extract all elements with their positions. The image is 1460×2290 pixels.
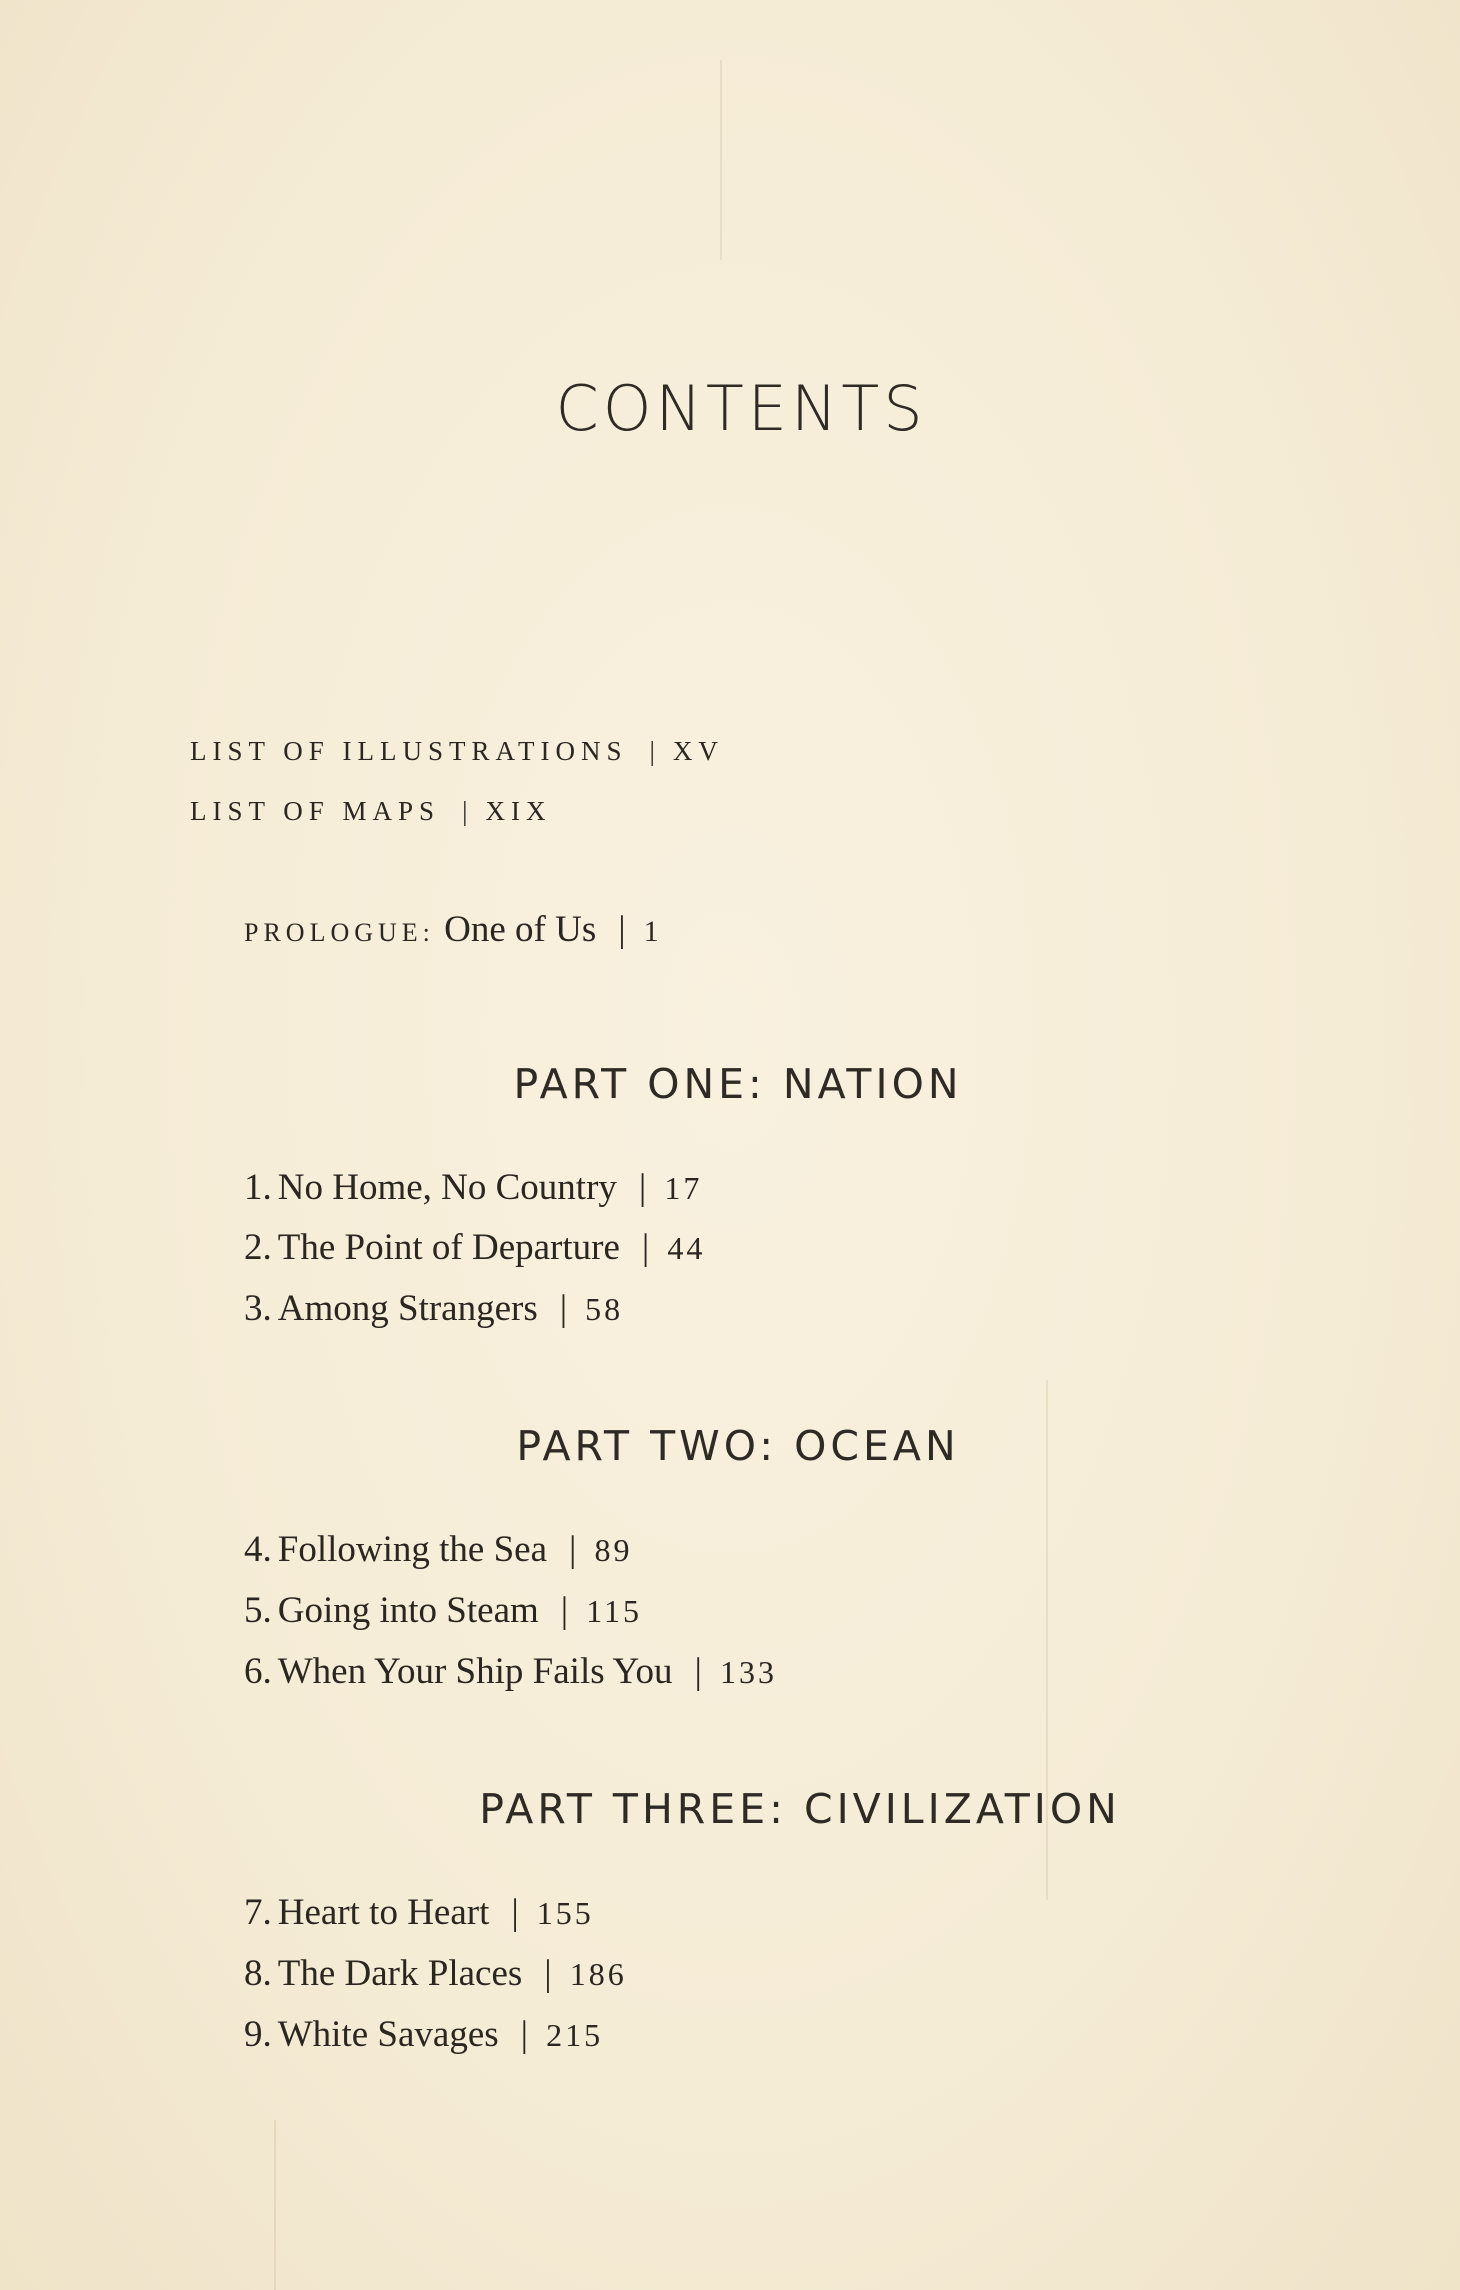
entry-page: XIX (485, 796, 552, 826)
entry-label: LIST OF MAPS (190, 796, 441, 826)
toc-entry-prologue[interactable] (244, 908, 659, 951)
entry-separator: | (618, 909, 626, 950)
entry-page: 115 (586, 1593, 643, 1629)
toc-entry-chapter-4[interactable] (244, 1528, 632, 1571)
entry-separator: | (638, 1167, 647, 1208)
entry-separator: | (559, 1288, 568, 1329)
entry-page: XV (672, 736, 724, 766)
entry-page: 186 (569, 1956, 627, 1992)
prologue-label: PROLOGUE: (244, 918, 435, 947)
entry-page: 133 (719, 1654, 777, 1690)
entry-separator: | (641, 1227, 650, 1268)
entry-separator: | (462, 796, 468, 826)
chapter-title: The Point of Departure (277, 1227, 620, 1268)
entry-page: 89 (594, 1532, 633, 1568)
chapter-number: 7. (244, 1892, 272, 1933)
entry-page: 44 (667, 1230, 706, 1266)
entry-separator: | (544, 1953, 552, 1994)
entry-separator: | (560, 1590, 569, 1631)
part-heading-three: PART THREE: CIVILIZATION (479, 1785, 1121, 1833)
entry-label: LIST OF ILLUSTRATIONS (190, 736, 628, 766)
chapter-number: 3. (244, 1288, 272, 1329)
chapter-title: No Home, No Country (277, 1167, 617, 1208)
toc-entry-chapter-7[interactable] (244, 1891, 594, 1934)
part-heading-one: PART ONE: NATION (513, 1060, 963, 1108)
entry-separator: | (694, 1651, 702, 1692)
chapter-title: The Dark Places (277, 1953, 523, 1994)
part-heading-two: PART TWO: OCEAN (516, 1422, 960, 1470)
chapter-title: Among Strangers (277, 1288, 538, 1329)
chapter-title: White Savages (277, 2014, 499, 2055)
entry-separator: | (520, 2014, 529, 2055)
chapter-number: 9. (244, 2014, 272, 2055)
entry-page: 58 (585, 1291, 624, 1327)
toc-entry-chapter-2[interactable] (244, 1226, 705, 1269)
entry-separator: | (649, 736, 655, 766)
chapter-number: 8. (244, 1953, 272, 1994)
toc-entry-chapter-6[interactable] (244, 1650, 777, 1693)
entry-separator: | (511, 1892, 519, 1933)
entry-separator: | (569, 1529, 577, 1570)
chapter-title: When Your Ship Fails You (277, 1651, 673, 1692)
prologue-title: One of Us (444, 909, 597, 950)
chapter-title: Heart to Heart (277, 1892, 490, 1933)
chapter-number: 2. (244, 1227, 272, 1268)
toc-entry-chapter-5[interactable] (244, 1589, 642, 1632)
chapter-number: 4. (244, 1529, 272, 1570)
entry-page: 17 (664, 1170, 703, 1206)
toc-entry-list-of-illustrations[interactable] (190, 736, 724, 767)
entry-page: 215 (546, 2017, 604, 2053)
chapter-title: Following the Sea (277, 1529, 548, 1570)
toc-entry-list-of-maps[interactable] (190, 796, 551, 827)
entry-page: 1 (643, 915, 659, 948)
entry-page: 155 (536, 1895, 594, 1931)
chapter-number: 5. (244, 1590, 272, 1631)
page-title: CONTENTS (555, 372, 927, 445)
toc-entry-chapter-3[interactable] (244, 1287, 623, 1330)
chapter-number: 1. (244, 1167, 272, 1208)
toc-entry-chapter-8[interactable] (244, 1952, 627, 1995)
chapter-title: Going into Steam (277, 1590, 539, 1631)
toc-entry-chapter-1[interactable] (244, 1166, 702, 1209)
chapter-number: 6. (244, 1651, 272, 1692)
toc-entry-chapter-9[interactable] (244, 2013, 603, 2056)
paper-crease (720, 60, 722, 260)
paper-crease (274, 2120, 276, 2290)
